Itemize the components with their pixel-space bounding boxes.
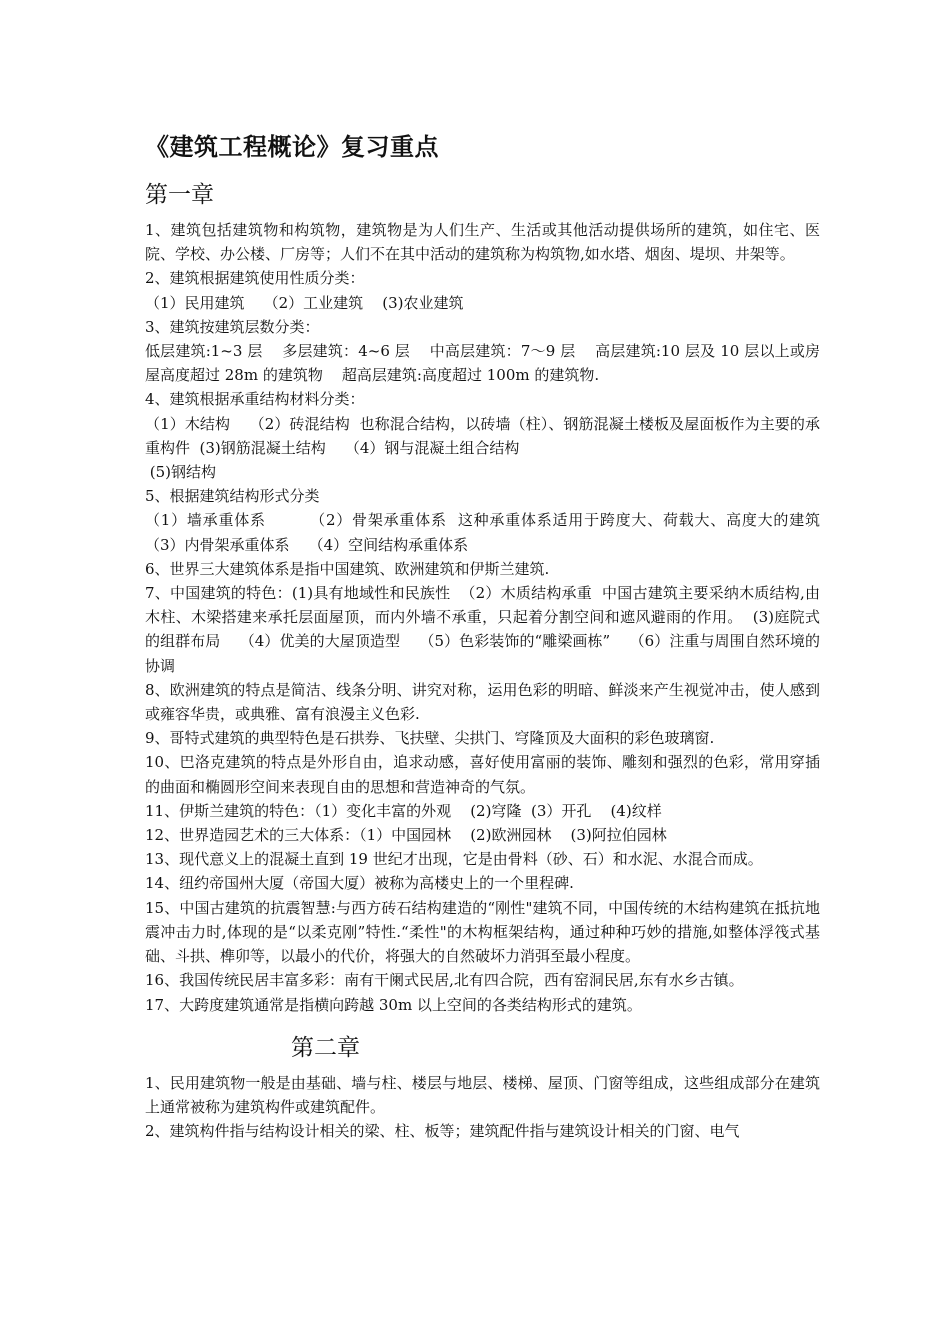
paragraph: 低层建筑:1~3 层 多层建筑：4~6 层 中高层建筑：7～9 层 高层建筑:10 层及 10 层以上或房屋高度超过 28m 的建筑物 超高层建筑:高度超过 100m 的建筑物. xyxy=(145,342,820,385)
paragraph: 14、纽约帝国州大厦（帝国大厦）被称为高楼史上的一个里程碑. xyxy=(145,874,574,893)
chapter-1 xyxy=(145,178,840,1017)
paragraph: 1、民用建筑物一般是由基础、墙与柱、楼层与地层、楼梯、屋顶、门窗等组成，这些组成部分在建筑上通常被称为建筑构件或建筑配件。 xyxy=(145,1073,820,1116)
document-page xyxy=(145,130,840,1143)
paragraph: （1）民用建筑 （2）工业建筑 (3)农业建筑 xyxy=(145,293,464,312)
paragraph: 2、建筑根据建筑使用性质分类： xyxy=(145,269,365,288)
chapter-heading: 第二章 xyxy=(291,1034,360,1061)
paragraph: 6、世界三大建筑体系是指中国建筑、欧洲建筑和伊斯兰建筑. xyxy=(145,559,550,578)
paragraph: 11、伊斯兰建筑的特色：（1）变化丰富的外观 (2)穹隆 (3）开孔 (4)纹样 xyxy=(145,801,662,820)
paragraph: 12、世界造园艺术的三大体系：（1）中国园林 (2)欧洲园林 (3)阿拉伯园林 xyxy=(145,826,667,845)
paragraph: 7、中国建筑的特色：(1)具有地域性和民族性 （2）木质结构承重 中国古建筑主要采纳木质结构,由木柱、木梁搭建来承托层面屋顶，而内外墙不承重，只起着分割空间和遮风避雨的作用。 (3)庭院式的组群布局 （4）优美的大屋顶造型 （5）色彩装饰的“雕梁画栋” （6）注重与周围自然环境的协调 xyxy=(145,584,820,675)
paragraph: 5、根据建筑结构形式分类 xyxy=(145,487,320,506)
paragraph: 9、哥特式建筑的典型特色是石拱券、飞扶壁、尖拱门、穹隆顶及大面积的彩色玻璃窗. xyxy=(145,729,715,748)
paragraph: （1）墙承重体系 （2）骨架承重体系 这种承重体系适用于跨度大、荷载大、高度大的建筑 （3）内骨架承重体系 （4）空间结构承重体系 xyxy=(145,511,840,554)
chapter-2 xyxy=(145,1031,820,1144)
paragraph: 17、大跨度建筑通常是指横向跨越 30m 以上空间的各类结构形式的建筑。 xyxy=(145,995,642,1014)
paragraph: 3、建筑按建筑层数分类： xyxy=(145,317,320,336)
paragraph: 4、建筑根据承重结构材料分类： xyxy=(145,390,365,409)
paragraph: (5)钢结构 xyxy=(145,463,217,482)
paragraph: 8、欧洲建筑的特点是简洁、线条分明、讲究对称，运用色彩的明暗、鲜淡来产生视觉冲击，使人感到或雍容华贵，或典雅、富有浪漫主义色彩. xyxy=(145,680,820,724)
document-title: 《建筑工程概论》复习重点 xyxy=(145,133,439,161)
paragraph: （1）木结构 （2）砖混结构 也称混合结构，以砖墙（柱）、钢筋混凝土楼板及屋面板作为主要的承重构件 (3)钢筋混凝土结构 （4）钢与混凝土组合结构 xyxy=(145,414,820,457)
paragraph: 2、建筑构件指与结构设计相关的梁、柱、板等；建筑配件指与建筑设计相关的门窗、电气 xyxy=(145,1122,740,1141)
paragraph: 13、现代意义上的混凝土直到 19 世纪才出现，它是由骨料（砂、石）和水泥、水混合而成。 xyxy=(145,850,763,869)
paragraph: 10、巴洛克建筑的特点是外形自由，追求动感，喜好使用富丽的装饰、雕刻和强烈的色彩，常用穿插的曲面和椭圆形空间来表现自由的思想和营造神奇的气氛。 xyxy=(145,753,820,796)
paragraph: 1、建筑包括建筑物和构筑物，建筑物是为人们生产、生活或其他活动提供场所的建筑，如住宅、医院、学校、办公楼、厂房等；人们不在其中活动的建筑称为构筑物,如水塔、烟囱、堤坝、井架等。 xyxy=(145,221,820,264)
chapter-heading: 第一章 xyxy=(145,182,214,208)
paragraph: 16、我国传统民居丰富多彩：南有干阑式民居,北有四合院，西有窑洞民居,东有水乡古镇。 xyxy=(145,971,744,990)
paragraph: 15、中国古建筑的抗震智慧:与西方砖石结构建造的“刚性"建筑不同，中国传统的木结构建筑在抵抗地震冲击力时,体现的是“以柔克刚”特性.“柔性"的木构框架结构，通过种种巧妙的措施,如整体浮筏式基础、斗拱、榫卯等，以最小的代价，将强大的自然破坏力消弭至最小程度。 xyxy=(145,898,820,966)
